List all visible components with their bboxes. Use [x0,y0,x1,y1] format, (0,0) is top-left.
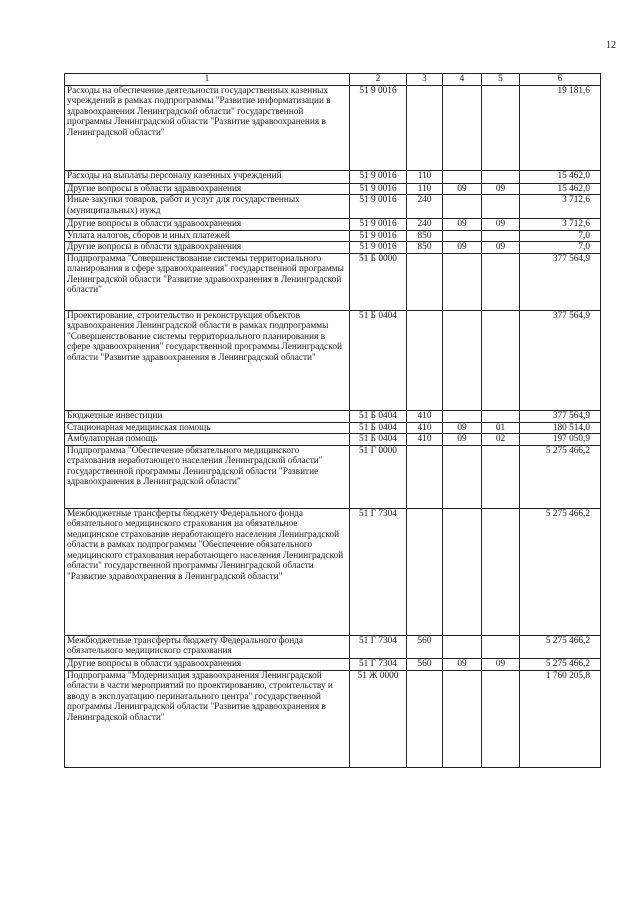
row-description: Стационарная медицинская помощь [65,422,350,434]
row-amount: 1 760 205,8 [520,670,601,767]
row-target-article: 51 9 0016 [350,219,407,231]
row-description: Расходы на выплаты персоналу казенных учреждений [65,170,350,183]
row-target-article: 51 9 0016 [350,195,407,219]
row-description: Межбюджетные трансферты бюджету Федерального фонда обязательного медицинского страхования на обязательное медицинское страхование неработающего населения Ленинградской области в рамках подпрограммы "Обеспечение обязательного медицинского страхования неработающего населения Ленинградской области" государственной программы Ленинградской области "Развитие здравоохранения в Ленинградской области" [65,508,350,635]
row-subsection [482,508,520,635]
row-section [443,670,482,767]
table-row [65,310,601,410]
row-amount: 5 275 466,2 [520,445,601,508]
row-amount: 377 564,9 [520,410,601,422]
table-row [65,85,601,170]
row-description: Подпрограмма "Модернизация здравоохранения Ленинградской области в части мероприятий по проектированию, строительству и вводу в эксплуатацию перинатального центра" государственной программы Ленинградской области "Развитие здравоохранения в Ленинградской области" [65,670,350,767]
row-target-article: 51 9 0016 [350,85,407,170]
row-description: Иные закупки товаров, работ и услуг для государственных (муниципальных) нужд [65,195,350,219]
row-expense-type: 560 [407,658,443,670]
row-section [443,85,482,170]
row-amount: 15 462,0 [520,183,601,195]
table-row [65,219,601,231]
row-description: Подпрограмма "Обеспечение обязательного медицинского страхования неработающего населения Ленинградской области" государственной программы Ленинградской области "Развитие здравоохранения в Ленинградской области" [65,445,350,508]
row-amount: 5 275 466,2 [520,658,601,670]
row-expense-type [407,445,443,508]
column-header: 3 [407,74,443,86]
row-expense-type: 850 [407,242,443,254]
table-row [65,445,601,508]
row-expense-type: 110 [407,170,443,183]
row-target-article: 51 9 0016 [350,170,407,183]
row-subsection: 09 [482,658,520,670]
table-row [65,230,601,242]
row-amount: 377 564,9 [520,253,601,310]
row-amount: 180 514,0 [520,422,601,434]
row-expense-type [407,508,443,635]
row-section [443,508,482,635]
row-subsection [482,670,520,767]
row-amount: 197 050,9 [520,434,601,446]
column-header: 2 [350,74,407,86]
row-subsection [482,253,520,310]
column-header: 4 [443,74,482,86]
row-target-article: 51 Б 0404 [350,434,407,446]
row-target-article: 51 Г 7304 [350,658,407,670]
row-expense-type [407,85,443,170]
table-row [65,670,601,767]
budget-table [64,73,601,768]
row-section [443,445,482,508]
row-section [443,310,482,410]
row-expense-type: 410 [407,434,443,446]
column-header: 5 [482,74,520,86]
row-subsection [482,635,520,658]
row-subsection: 09 [482,219,520,231]
row-description: Подпрограмма "Совершенствование системы территориального планирования в сфере здравоохранения" государственной программы Ленинградской области "Развитие здравоохранения в Ленинградской области" [65,253,350,310]
row-expense-type [407,310,443,410]
row-target-article: 51 Ж 0000 [350,670,407,767]
row-amount: 7,0 [520,242,601,254]
row-amount: 5 275 466,2 [520,635,601,658]
row-subsection [482,310,520,410]
row-expense-type: 410 [407,422,443,434]
row-description: Межбюджетные трансферты бюджету Федерального фонда обязательного медицинского страхования [65,635,350,658]
row-target-article: 51 Б 0000 [350,253,407,310]
row-expense-type: 110 [407,183,443,195]
row-amount: 15 462,0 [520,170,601,183]
row-section: 09 [443,219,482,231]
row-description: Проектирование, строительство и реконструкция объектов здравоохранения Ленинградской области в рамках подпрограммы "Совершенствование системы территориального планирования в сфере здравоохранения" государственной программы Ленинградской области "Развитие здравоохранения в Ленинградской области" [65,310,350,410]
row-section [443,195,482,219]
row-target-article: 51 Г 7304 [350,508,407,635]
row-target-article: 51 Б 0404 [350,410,407,422]
row-section: 09 [443,422,482,434]
row-expense-type: 410 [407,410,443,422]
row-subsection [482,85,520,170]
row-description: Уплата налогов, сборов и иных платежей [65,230,350,242]
row-description: Бюджетные инвестиции [65,410,350,422]
row-subsection [482,170,520,183]
row-section [443,230,482,242]
row-expense-type: 560 [407,635,443,658]
row-subsection [482,445,520,508]
table-row [65,434,601,446]
table-row [65,635,601,658]
table-header-row [65,74,601,86]
row-target-article: 51 Б 0404 [350,310,407,410]
row-target-article: 51 Г 0000 [350,445,407,508]
row-amount: 3 712,6 [520,219,601,231]
table-row [65,508,601,635]
row-amount: 7,0 [520,230,601,242]
row-expense-type: 240 [407,219,443,231]
row-description: Другие вопросы в области здравоохранения [65,183,350,195]
row-target-article: 51 Г 7304 [350,635,407,658]
row-section [443,635,482,658]
row-amount: 3 712,6 [520,195,601,219]
row-target-article: 51 Б 0404 [350,422,407,434]
table-row [65,658,601,670]
row-expense-type [407,253,443,310]
row-section: 09 [443,183,482,195]
table-row [65,170,601,183]
row-subsection: 09 [482,242,520,254]
row-section: 09 [443,658,482,670]
row-expense-type [407,670,443,767]
table-row [65,410,601,422]
row-subsection [482,410,520,422]
table-row [65,253,601,310]
row-description: Амбулаторная помощь [65,434,350,446]
row-section: 09 [443,434,482,446]
row-subsection: 01 [482,422,520,434]
column-header: 6 [520,74,601,86]
row-expense-type: 240 [407,195,443,219]
row-expense-type: 850 [407,230,443,242]
row-target-article: 51 9 0016 [350,242,407,254]
table-row [65,242,601,254]
row-subsection [482,195,520,219]
table-row [65,183,601,195]
row-description: Расходы на обеспечение деятельности государственных казенных учреждений в рамках подпрограммы "Развитие информатизации в здравоохранении Ленинградской области" государственной программы Ленинградской области "Развитие здравоохранения в Ленинградской области" [65,85,350,170]
row-subsection: 02 [482,434,520,446]
column-header: 1 [65,74,350,86]
row-target-article: 51 9 0016 [350,183,407,195]
page-number: 12 [606,40,616,51]
row-description: Другие вопросы в области здравоохранения [65,219,350,231]
row-subsection [482,230,520,242]
row-section: 09 [443,242,482,254]
row-description: Другие вопросы в области здравоохранения [65,242,350,254]
row-amount: 377 564,9 [520,310,601,410]
row-section [443,170,482,183]
row-section [443,410,482,422]
row-target-article: 51 9 0016 [350,230,407,242]
row-amount: 5 275 466,2 [520,508,601,635]
table-row [65,422,601,434]
table-row [65,195,601,219]
row-section [443,253,482,310]
row-amount: 19 181,6 [520,85,601,170]
row-description: Другие вопросы в области здравоохранения [65,658,350,670]
row-subsection: 09 [482,183,520,195]
